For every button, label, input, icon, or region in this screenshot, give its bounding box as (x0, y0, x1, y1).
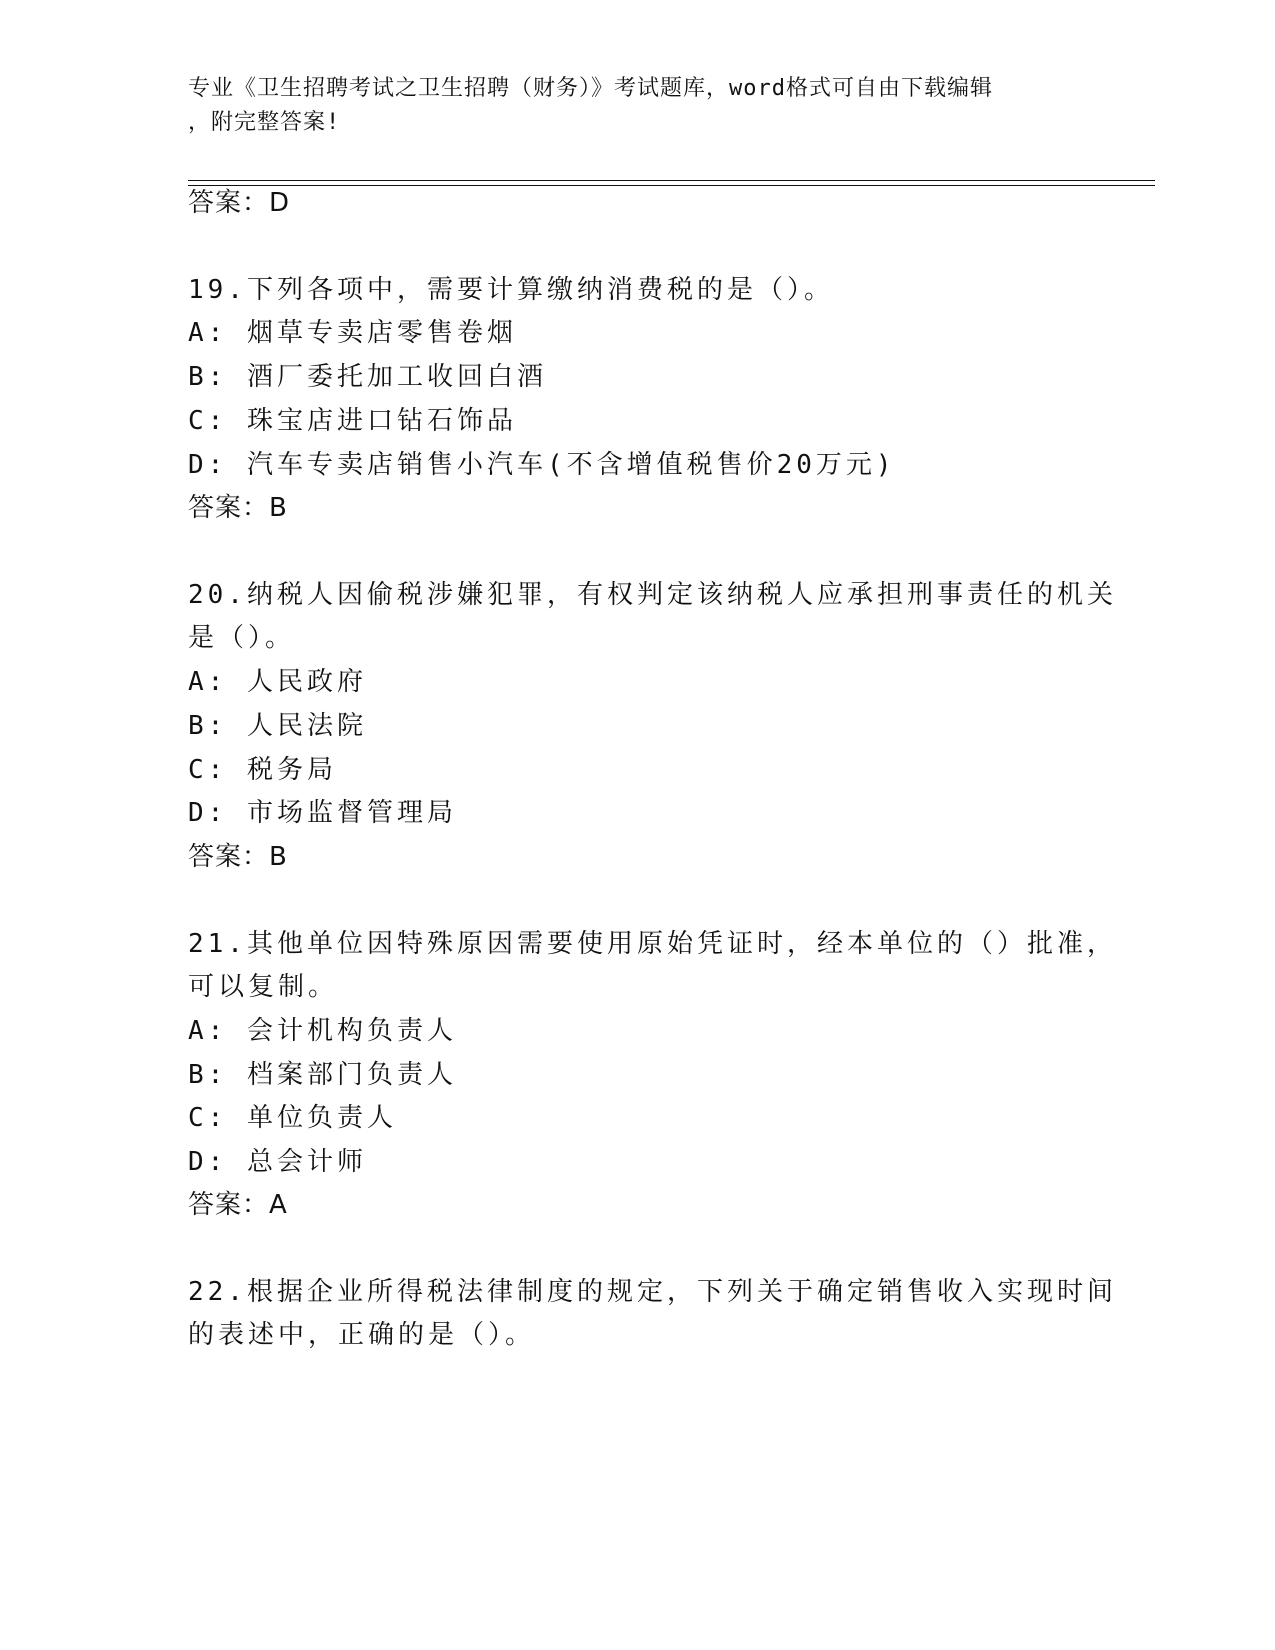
option-a: A: 人民政府 (188, 667, 367, 697)
option-d: D: 总会计师 (188, 1147, 367, 1177)
option-a: A: 会计机构负责人 (188, 1016, 457, 1046)
question-stem: 19.下列各项中，需要计算缴纳消费税的是（）。 (188, 275, 834, 305)
header-divider-top (188, 180, 1155, 181)
header-line-1: 专业《卫生招聘考试之卫生招聘（财务）》考试题库，word格式可自由下载编辑 (188, 76, 993, 101)
header-text (188, 72, 1068, 140)
option-b: B: 档案部门负责人 (188, 1060, 457, 1090)
option-d: D: 汽车专卖店销售小汽车(不含增值税售价20万元) (188, 450, 896, 480)
option-c: C: 单位负责人 (188, 1103, 397, 1133)
answer: 答案：B (188, 842, 288, 872)
header-line-2: ，附完整答案! (188, 110, 341, 135)
question-stem: 21.其他单位因特殊原因需要使用原始凭证时，经本单位的（）批准， (188, 929, 1117, 959)
option-b: B: 人民法院 (188, 711, 367, 741)
header-divider-bottom (188, 185, 1155, 186)
answer: 答案：B (188, 493, 288, 523)
answer: 答案：A (188, 1190, 288, 1220)
option-b: B: 酒厂委托加工收回白酒 (188, 362, 547, 392)
option-a: A: 烟草专卖店零售卷烟 (188, 318, 517, 348)
question-stem: 22.根据企业所得税法律制度的规定，下列关于确定销售收入实现时间 (188, 1277, 1117, 1307)
prev-answer: 答案：D (188, 188, 291, 218)
option-d: D: 市场监督管理局 (188, 798, 457, 828)
question-stem: 20.纳税人因偷税涉嫌犯罪，有权判定该纳税人应承担刑事责任的机关 (188, 580, 1117, 610)
option-c: C: 税务局 (188, 755, 337, 785)
option-c: C: 珠宝店进口钻石饰品 (188, 406, 517, 436)
question-stem-cont: 可以复制。 (188, 972, 339, 1002)
question-stem-cont: 是（）。 (188, 623, 296, 653)
question-stem-cont: 的表述中，正确的是（）。 (188, 1320, 536, 1350)
